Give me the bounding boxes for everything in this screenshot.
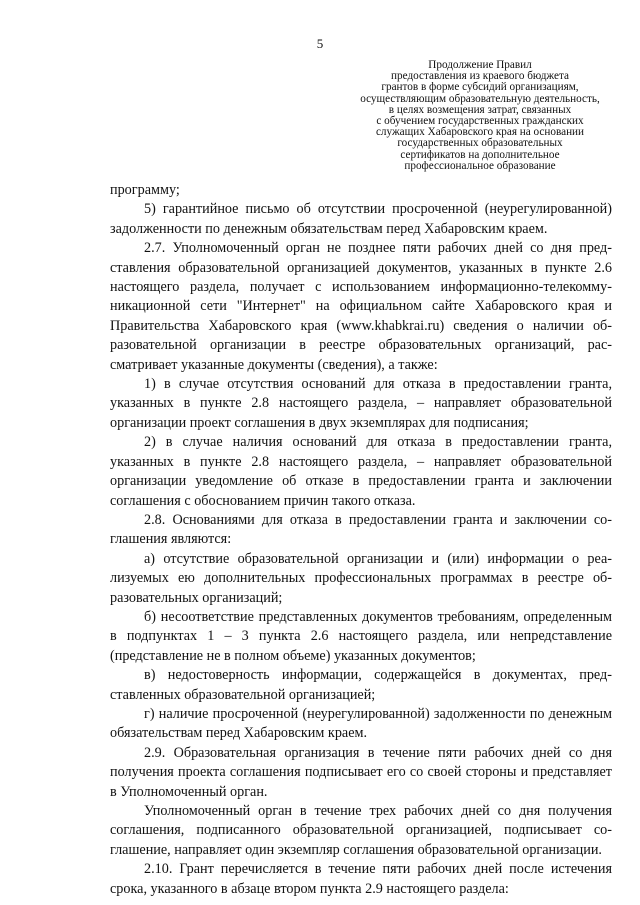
header-line: Продолжение Правил: [428, 59, 532, 71]
document-body: [110, 181, 612, 899]
paragraph-2-9-part-2: Уполномоченный орган в течение трех рабочих дней со дня получения соглашения, подписанного образовательной организацией, подписывает соглашение, направляет один экземпляр соглашения образовательной организации.: [110, 803, 612, 858]
header-line: профессиональное образование: [404, 159, 556, 172]
page-number: 5: [316, 36, 324, 51]
paragraph-2-7: 2.7. Уполномоченный орган не позднее пяти рабочих дней со дня представления образовательной организацией документов, указанных в пункте 2.6 настоящего раздела, получает с использованием информационно-телекоммуникационной сети "Интернет" на официальном сайте Хабаровского края и Правительства Хабаровского края (www.khabkrai.ru) сведения о наличии образовательной организации в реестре образовательных организаций, рассматривает указанные документы (сведения), а также:: [110, 240, 612, 373]
paragraph-2-8-item-g: г) наличие просроченной (неурегулированной) задолженности по денежным обязательствам перед Хабаровским краем.: [110, 705, 612, 742]
header-line: в целях возмещения затрат, связанных: [388, 103, 572, 116]
header-line: служащих Хабаровского края на основании: [375, 126, 585, 139]
paragraph-item-5: 5) гарантийное письмо об отсутствии просроченной (неурегулированной) задолженности по денежным обязательствам перед Хабаровским краем.: [110, 201, 612, 237]
continuation-header: [330, 60, 630, 172]
header-line: грантов в форме субсидий организациям,: [381, 81, 579, 94]
paragraph-2-8-item-v: в) недостоверность информации, содержащейся в документах, представленных образовательной организацией;: [110, 667, 612, 703]
paragraph-continuation: программу;: [110, 182, 180, 198]
header-line: сертификатов на дополнительное: [400, 148, 560, 161]
paragraph-2-8-item-a: а) отсутствие образовательной организации и (или) информации о реализуемых ею дополнительных профессиональных программах в реестре образовательных организаций;: [110, 550, 612, 606]
paragraph-2-10: 2.10. Грант перечисляется в течение пяти рабочих дней после истечения срока, указанного в абзаце втором пункта 2.9 настоящего раздела:: [110, 861, 612, 897]
paragraph-2-8-item-b: б) несоответствие представленных документов требованиям, определенным в подпунктах 1 – 3 пункта 2.6 настоящего раздела, или непредставление (представление не в полном объеме) указанных документов;: [110, 608, 612, 664]
header-line: государственных образовательных: [397, 137, 563, 150]
header-line: с обучением государственных гражданских: [376, 115, 584, 128]
header-line: осуществляющим образовательную деятельность,: [360, 92, 600, 105]
paragraph-2-8: 2.8. Основаниями для отказа в предоставлении гранта и заключении соглашения являются:: [110, 511, 612, 548]
paragraph-2-7-item-2: 2) в случае наличия оснований для отказа в предоставлении гранта, указанных в пункте 2.8 настоящего раздела, – направляет образовательной организации уведомление об отказе в предоставлении гранта и заключении соглашения с обоснованием причин такого отказа.: [110, 434, 612, 509]
paragraph-2-7-item-1: 1) в случае отсутствия оснований для отказа в предоставлении гранта, указанных в пункте 2.8 настоящего раздела, – направляет образовательной организации проект соглашения в двух экземплярах для подписания;: [110, 376, 612, 431]
header-line: предоставления из краевого бюджета: [391, 70, 569, 83]
paragraph-2-9: 2.9. Образовательная организация в течение пяти рабочих дней со дня получения проекта соглашения подписывает его со своей стороны и представляет в Уполномоченный орган.: [110, 744, 612, 800]
